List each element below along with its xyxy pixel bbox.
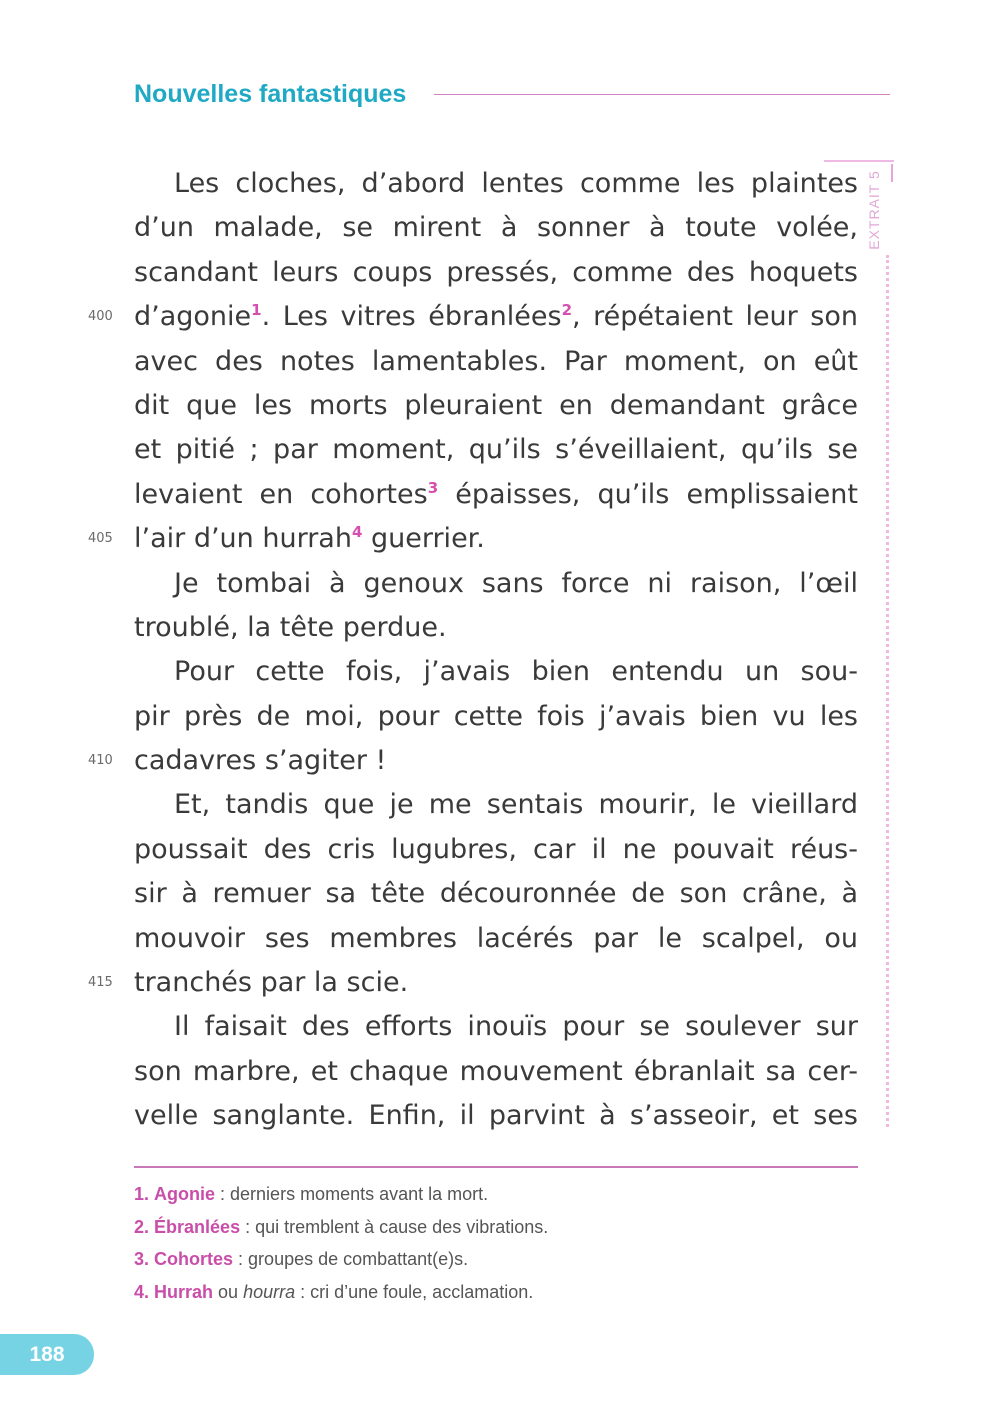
- text-line: sir à remuer sa tête découronnée de son crâne, à: [134, 878, 858, 910]
- text-line: Pour cette fois, j’avais bien entendu un sou-: [174, 656, 858, 688]
- running-header: [134, 78, 890, 110]
- footnote: 3. Cohortes : groupes de combattant(e)s.: [134, 1249, 469, 1270]
- text-line: 415 tranchés par la scie.: [134, 961, 858, 1005]
- side-tab-dots: [886, 255, 889, 1127]
- text-line: 405 l’air d’un hurrah$^4$ guerrier.: [134, 517, 858, 561]
- footnote-ref: 3: [427, 478, 439, 497]
- footnote-ref: 4: [351, 523, 363, 542]
- text-line: scandant leurs coups pressés, comme des hoquets: [134, 256, 858, 288]
- text-line: troublé, la tête perdue.: [134, 611, 447, 643]
- text-line: Je tombai à genoux sans force ni raison, l’œil: [174, 567, 858, 599]
- side-tab: [856, 160, 896, 1130]
- footnotes: [134, 1181, 858, 1312]
- text-line: 400 d’agonie$^1$. Les vitres ébranlées$^2$, répétaient leur son: [134, 295, 858, 339]
- side-tab-bar: [891, 164, 893, 182]
- header-rule: [434, 94, 890, 95]
- text-line: poussait des cris lugubres, car il ne pouvait réus-: [134, 833, 858, 865]
- footnote: 4. Hurrah ou hourra : cri d’une foule, acclamation.: [134, 1282, 534, 1303]
- footnote: 1. Agonie : derniers moments avant la mort.: [134, 1184, 489, 1204]
- footnote-ref: 2: [561, 301, 572, 320]
- text-line: levaient en cohortes$^3$ épaisses, qu’ils emplissaient: [134, 478, 858, 510]
- text-line: pir près de moi, pour cette fois j’avais bien vu les: [134, 700, 858, 732]
- text-line: et pitié ; par moment, qu’ils s’éveillaient, qu’ils se: [134, 434, 858, 466]
- side-tab-label: EXTRAIT 5: [866, 170, 882, 250]
- text-line: dit que les morts pleuraient en demandant grâce: [134, 389, 858, 421]
- page-number: 188: [0, 1334, 94, 1375]
- text-line: Il faisait des efforts inouïs pour se soulever sur: [174, 1011, 858, 1043]
- line-number: 415: [88, 975, 113, 991]
- text-line: d’un malade, se mirent à sonner à toute volée,: [134, 212, 858, 244]
- line-number: 400: [88, 309, 113, 325]
- line-number: 405: [88, 531, 113, 547]
- text-line: mouvoir ses membres lacérés par le scalpel, ou: [134, 922, 858, 954]
- footnotes-rule: [134, 1166, 858, 1168]
- text-line: Les cloches, d’abord lentes comme les plaintes: [174, 168, 858, 199]
- footnote: 2. Ébranlées : qui tremblent à cause des vibrations.: [134, 1216, 549, 1237]
- line-number: 410: [88, 753, 113, 769]
- text-line: 410 cadavres s’agiter !: [134, 739, 858, 783]
- text-line: avec des notes lamentables. Par moment, on eût: [134, 345, 858, 377]
- body-text: [88, 162, 858, 1139]
- header-title: Nouvelles fantastiques: [134, 80, 407, 108]
- footnote-ref: 1: [251, 301, 262, 320]
- text-line: Et, tandis que je me sentais mourir, le vieillard: [174, 789, 858, 821]
- text-line: son marbre, et chaque mouvement ébranlait sa cer-: [134, 1055, 858, 1087]
- text-line: velle sanglante. Enfin, il parvint à s’asseoir, et ses: [134, 1100, 858, 1132]
